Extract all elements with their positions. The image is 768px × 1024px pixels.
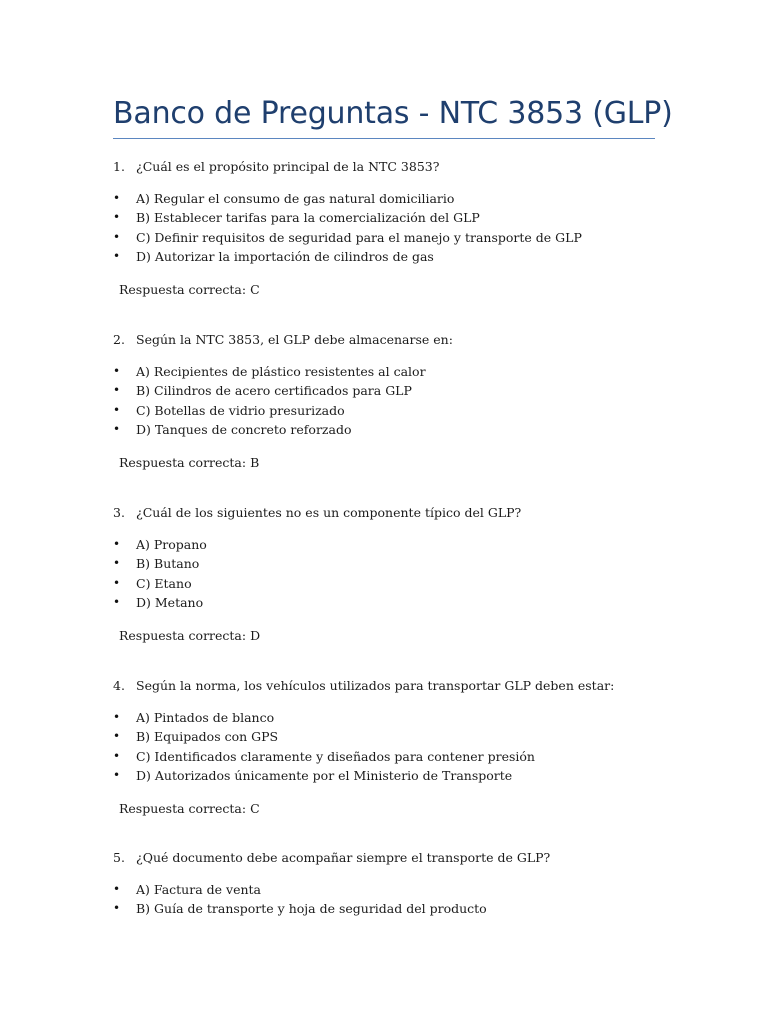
option-b [113,727,673,746]
question-number: 1. [113,159,125,174]
question-4 [113,676,673,816]
option-c [113,574,673,593]
question-line [113,676,673,696]
options-list [113,880,673,919]
option-a [113,708,673,727]
option-text: A) Factura de venta [136,882,261,897]
option-text: A) Pintados de blanco [136,710,275,725]
document-title: Banco de Preguntas - NTC 3853 (GLP) [113,96,673,131]
bullet-icon: • [113,556,121,571]
question-line [113,157,673,177]
question-text: Según la NTC 3853, el GLP debe almacenarse en: [136,332,453,347]
question-5 [113,848,673,917]
option-c [113,401,673,420]
option-a [113,880,673,899]
bullet-icon: • [113,383,121,398]
options-list [113,189,673,267]
bullet-icon: • [113,422,121,437]
bullet-icon: • [113,537,121,551]
bullet-icon: • [113,729,121,744]
question-number: 5. [113,850,125,865]
option-text: B) Cilindros de acero certificados para GLP [136,383,412,399]
bullet-icon: • [113,901,121,916]
bullet-icon: • [113,748,121,763]
correct-answer: Respuesta correcta: D [119,627,261,643]
option-text: C) Etano [136,575,192,591]
option-text: A) Regular el consumo de gas natural domiciliario [136,191,455,206]
question-line [113,848,673,868]
bullet-icon: • [113,364,121,378]
question-text: ¿Cuál de los siguientes no es un componente típico del GLP? [136,505,522,520]
option-text: C) Identificados claramente y diseñados para contener presión [136,748,535,764]
correct-answer: Respuesta correcta: C [119,800,260,816]
bullet-icon: • [113,595,121,610]
option-text: B) Butano [136,556,200,572]
option-c [113,228,673,247]
option-d [113,593,673,612]
question-2 [113,330,673,470]
question-text: Según la norma, los vehículos utilizados para transportar GLP deben estar: [136,678,615,693]
option-text: B) Establecer tarifas para la comercialización del GLP [136,210,480,226]
option-text: C) Definir requisitos de seguridad para el manejo y transporte de GLP [136,229,582,245]
option-a [113,535,673,554]
bullet-icon: • [113,575,121,590]
option-text: A) Recipientes de plástico resistentes al calor [136,364,426,379]
question-number: 2. [113,332,125,347]
correct-answer: Respuesta correcta: B [119,454,260,470]
option-text: D) Tanques de concreto reforzado [136,422,352,438]
option-d [113,247,673,266]
bullet-icon: • [113,402,121,417]
bullet-icon: • [113,882,121,896]
question-number: 4. [113,678,125,693]
option-d [113,766,673,785]
option-text: A) Propano [136,537,207,552]
option-d [113,420,673,439]
option-text: B) Guía de transporte y hoja de seguridad del producto [136,901,487,917]
bullet-icon: • [113,210,121,225]
option-c [113,747,673,766]
title-underline [113,138,655,139]
option-b [113,899,673,918]
question-number: 3. [113,505,125,520]
option-a [113,362,673,381]
correct-answer: Respuesta correcta: C [119,281,260,297]
question-text: ¿Qué documento debe acompañar siempre el transporte de GLP? [136,850,551,865]
bullet-icon: • [113,229,121,244]
bullet-icon: • [113,191,121,205]
bullet-icon: • [113,710,121,724]
options-list [113,535,673,613]
option-a [113,189,673,208]
question-3 [113,503,673,643]
question-1 [113,157,673,297]
option-text: C) Botellas de vidrio presurizado [136,402,345,418]
option-text: B) Equipados con GPS [136,729,279,745]
option-text: D) Metano [136,595,204,611]
option-text: D) Autorizados únicamente por el Ministerio de Transporte [136,768,513,784]
option-b [113,208,673,227]
options-list [113,362,673,440]
bullet-icon: • [113,768,121,783]
question-line [113,330,673,350]
option-b [113,554,673,573]
option-b [113,381,673,400]
question-text: ¿Cuál es el propósito principal de la NTC 3853? [136,159,440,174]
option-text: D) Autorizar la importación de cilindros de gas [136,249,434,265]
question-line [113,503,673,523]
bullet-icon: • [113,249,121,264]
options-list [113,708,673,786]
